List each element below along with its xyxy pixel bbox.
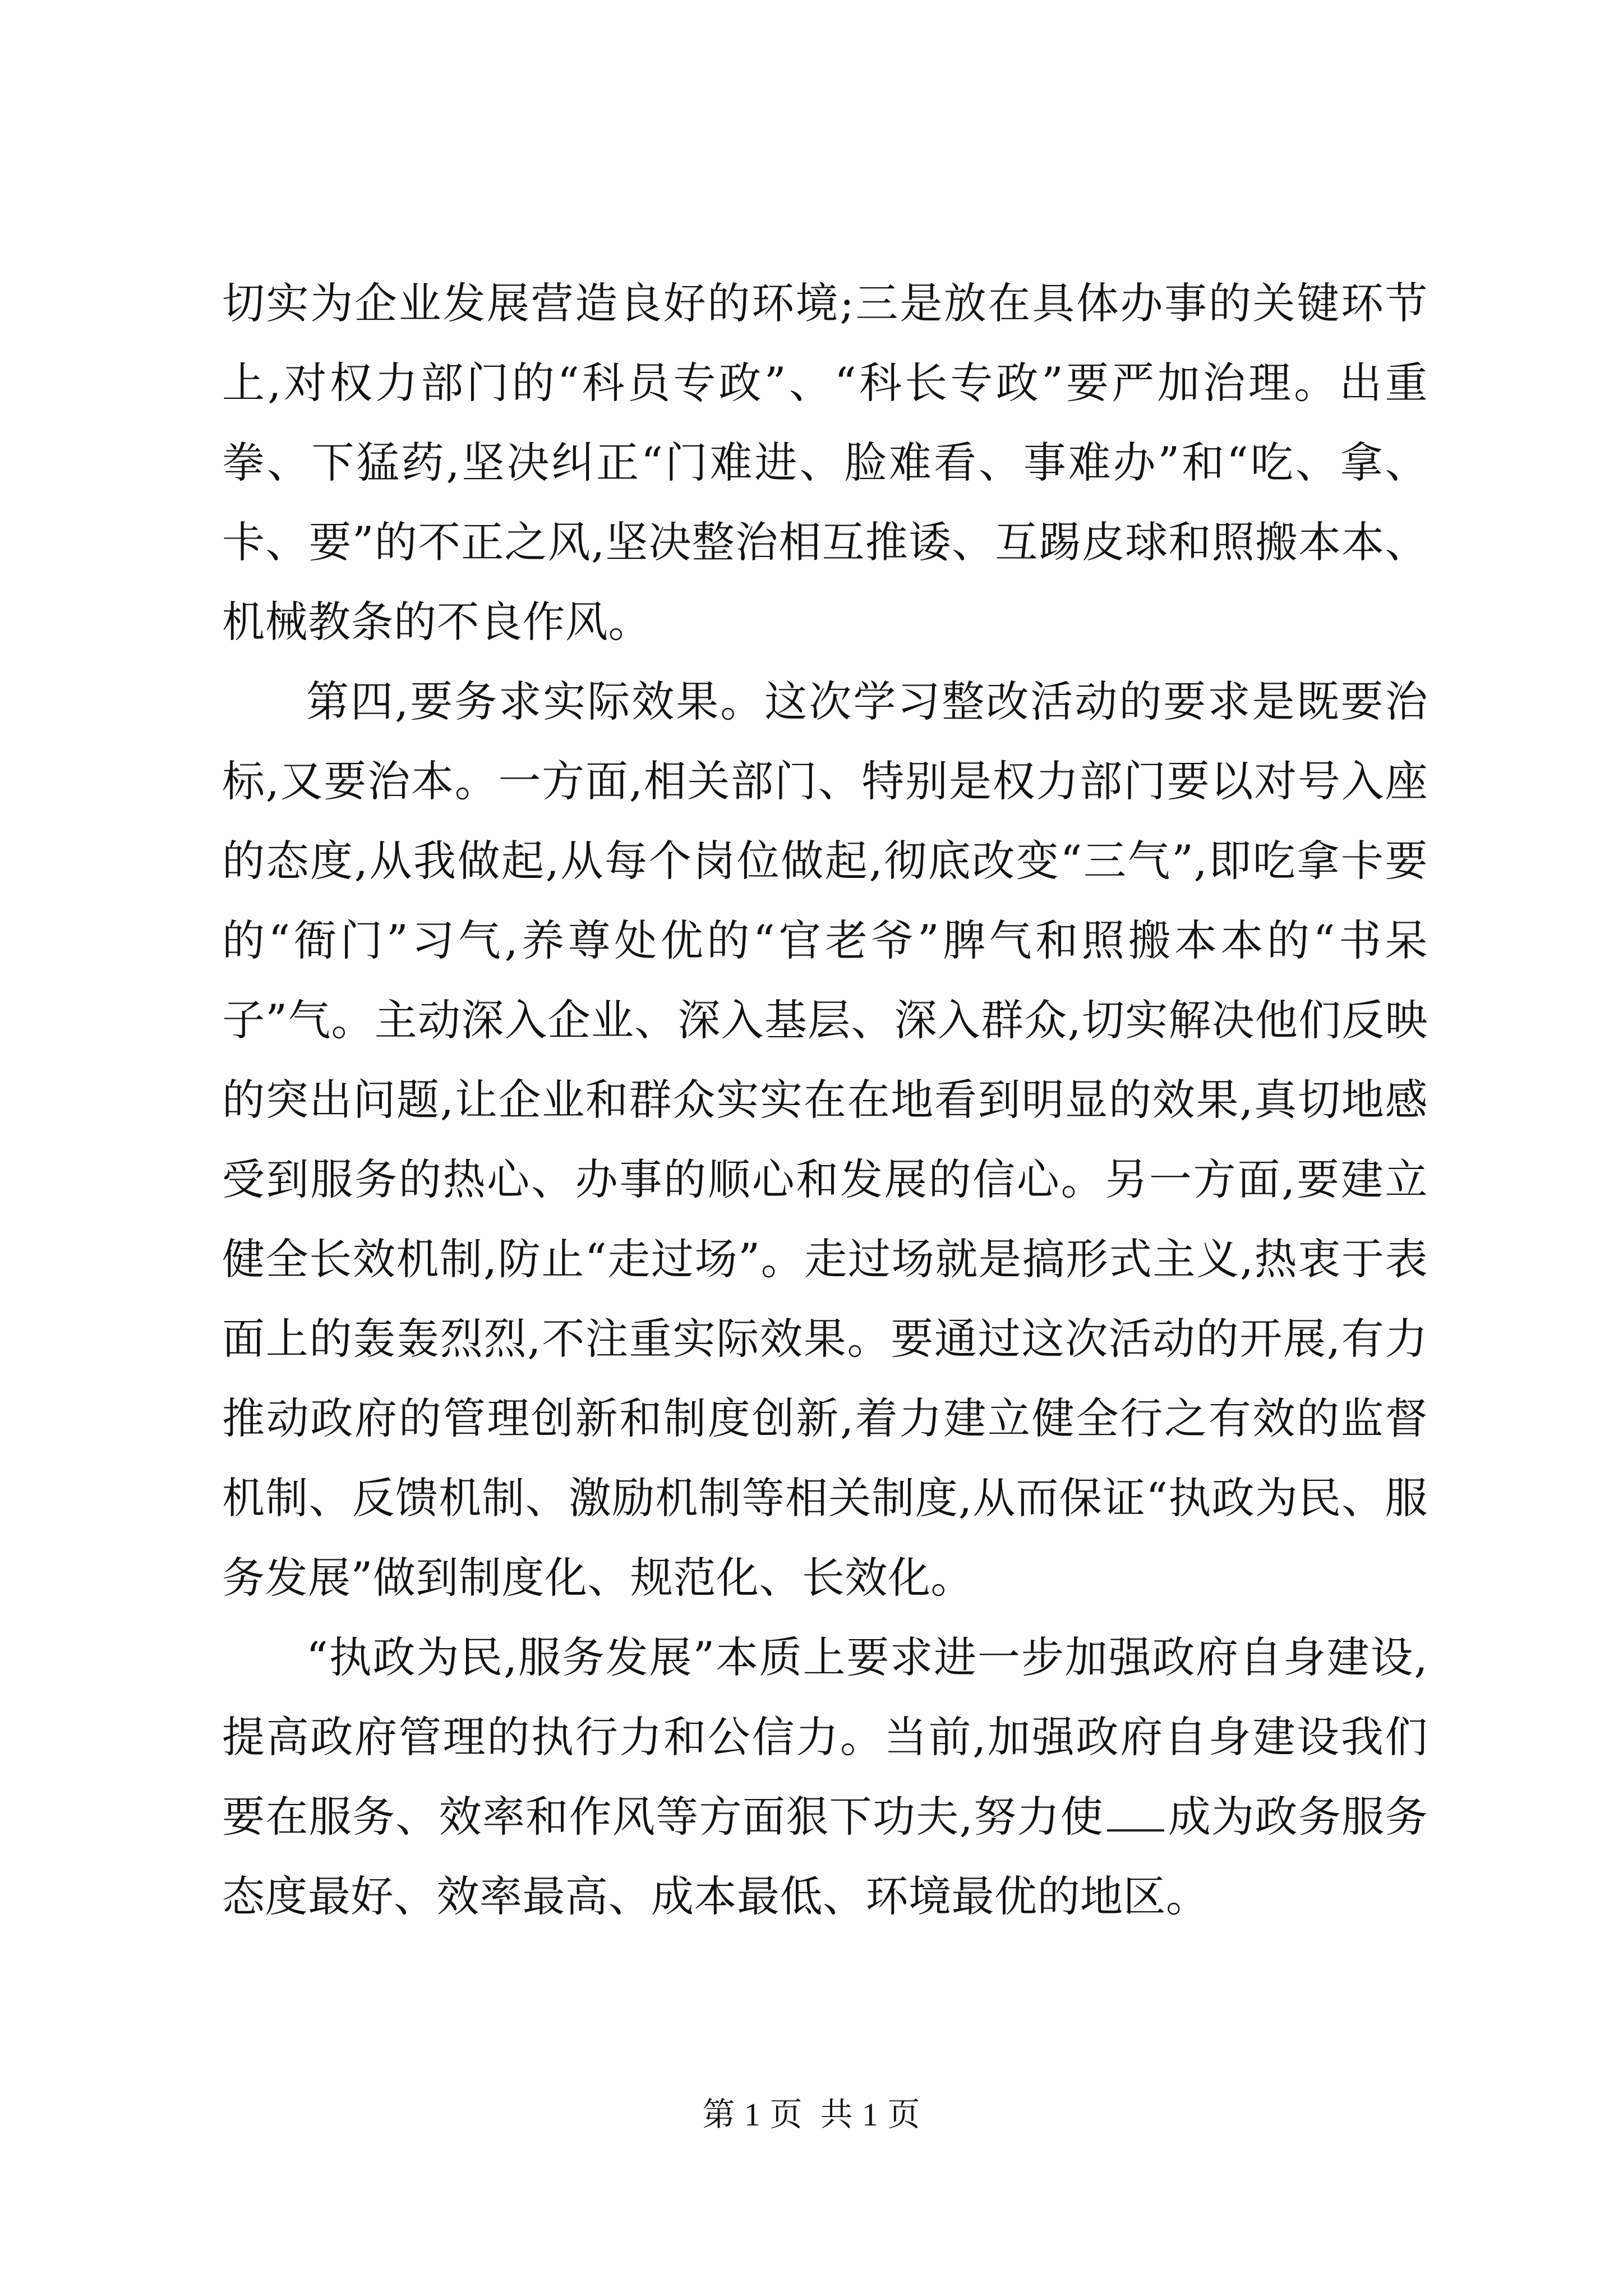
paragraph-3 <box>222 1618 1428 1936</box>
paragraph-2: 第四,要务求实际效果。这次学习整改活动的要求是既要治标,又要治本。一方面,相关部门、特别是权力部门要以对号入座的态度,从我做起,从每个岗位做起,彻底改变“三气”,即吃拿卡要的“衙门”习气,养尊处优的“官老爷”脾气和照搬本本的“书呆子”气。主动深入企业、深入基层、深入群众,切实解决他们反映的突出问题,让企业和群众实实在在地看到明显的效果,真切地感受到服务的热心、办事的顺心和发展的信心。另一方面,要建立健全长效机制,防止“走过场”。走过场就是搞形式主义,热衷于表面上的轰轰烈烈,不注重实际效果。要通过这次活动的开展,有力推动政府的管理创新和制度创新,着力建立健全行之有效的监督机制、反馈机制、激励机制等相关制度,从而保证“执政为民、服务发展”做到制度化、规范化、长效化。 <box>222 677 1428 1603</box>
fill-in-blank <box>1107 1796 1164 1832</box>
page-number-label: 第 1 页 共 1 页 <box>702 2096 921 2133</box>
page-footer <box>0 2088 1623 2135</box>
paragraph-3-text-before-blank: “执政为民,服务发展”本质上要求进一步加强政府自身建设,提高政府管理的执行力和公信力。当前,加强政府自身建设我们要在服务、效率和作风等方面狠下功夫,努力使 <box>222 1632 1428 1842</box>
document-body <box>222 264 1428 1936</box>
paragraph-3-text-after-blank: 成为政务服务态度最好、效率最高、成本最低、环境最优的地区。 <box>222 1792 1428 1921</box>
paragraph-1: 切实为企业发展营造良好的环境;三是放在具体办事的关键环节上,对权力部门的“科员专政”、“科长专政”要严加治理。出重拳、下猛药,坚决纠正“门难进、脸难看、事难办”和“吃、拿、卡、要”的不正之风,坚决整治相互推诿、互踢皮球和照搬本本、机械教条的不良作风。 <box>222 278 1428 647</box>
